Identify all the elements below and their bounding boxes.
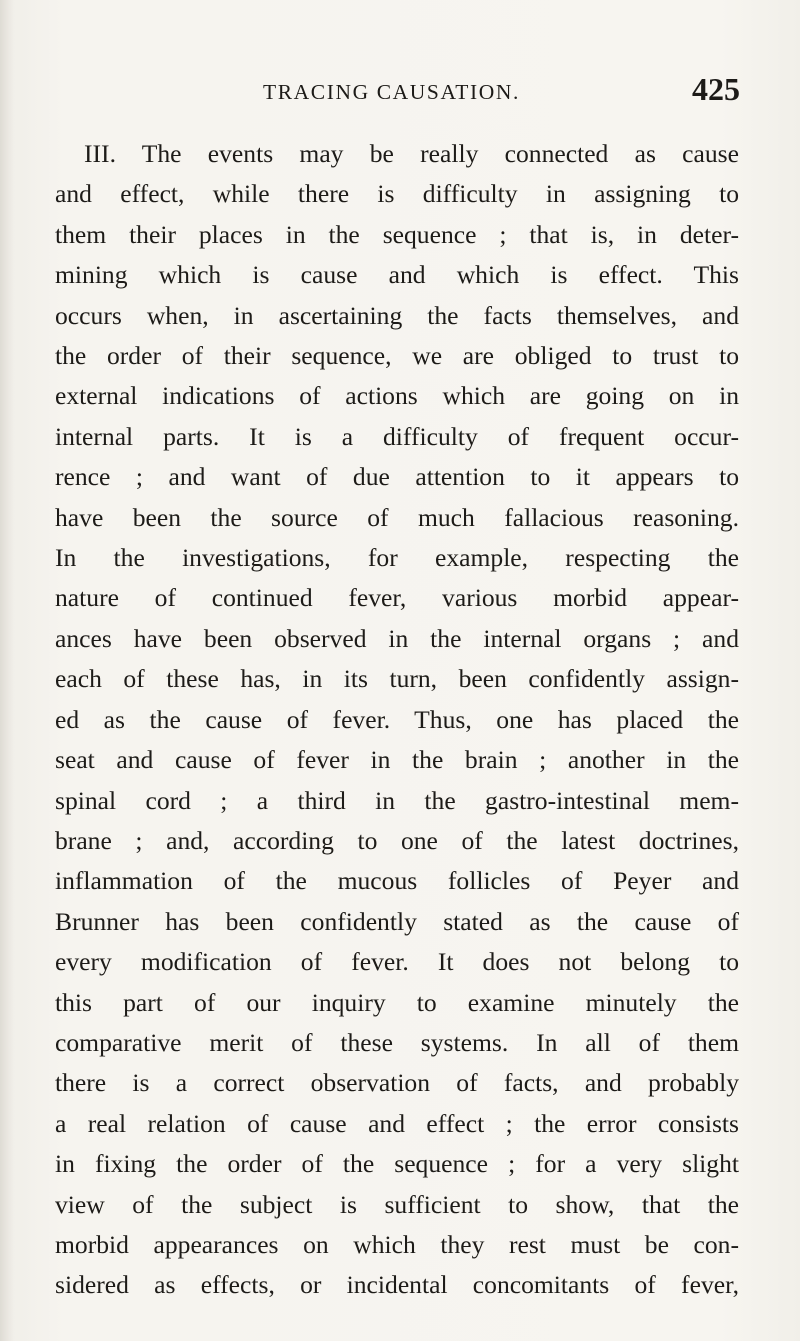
text-line: the order of their sequence, we are obliged to trust to [55, 341, 739, 371]
text-line: each of these has, in its turn, been confidently assign- [55, 664, 739, 694]
text-line: in fixing the order of the sequence ; for a very slight [55, 1149, 739, 1179]
text-line: ances have been observed in the internal organs ; and [55, 623, 739, 653]
text-line: spinal cord ; a third in the gastro-intestinal mem- [55, 785, 739, 815]
text-line: internal parts. It is a difficulty of frequent occur- [55, 421, 739, 451]
page-gutter-shadow [0, 0, 14, 1341]
text-line: external indications of actions which are going on in [55, 381, 739, 411]
body-text [55, 134, 739, 1306]
text-line: comparative merit of these systems. In all of them [55, 1027, 739, 1057]
text-line: In the investigations, for example, respecting the [55, 543, 739, 573]
text-line: a real relation of cause and effect ; the error consists [55, 1108, 739, 1138]
text-line: Brunner has been confidently stated as the cause of [55, 906, 739, 936]
text-line: have been the source of much fallacious reasoning. [55, 502, 739, 532]
running-header [0, 68, 800, 108]
text-line: every modification of fever. It does not belong to [55, 947, 739, 977]
text-line: mining which is cause and which is effect. This [55, 260, 739, 290]
text-line: view of the subject is sufficient to show, that the [55, 1189, 739, 1219]
text-line: morbid appearances on which they rest must be con- [55, 1229, 739, 1259]
text-line: III. The events may be really connected as cause [84, 139, 739, 168]
text-line: rence ; and want of due attention to it appears to [55, 462, 739, 492]
running-title: TRACING CAUSATION. [263, 80, 520, 104]
text-line: nature of continued fever, various morbid appear- [55, 583, 739, 613]
text-line: them their places in the sequence ; that is, in deter- [55, 219, 739, 249]
text-line: seat and cause of fever in the brain ; another in the [55, 745, 739, 775]
text-line: and effect, while there is difficulty in assigning to [55, 179, 739, 209]
text-line: there is a correct observation of facts, and probably [55, 1068, 739, 1098]
text-line: sidered as effects, or incidental concomitants of fever, [55, 1270, 739, 1300]
text-line: this part of our inquiry to examine minutely the [55, 987, 739, 1017]
text-line: brane ; and, according to one of the latest doctrines, [55, 825, 739, 855]
page-number: 425 [692, 71, 740, 107]
text-line: inflammation of the mucous follicles of Peyer and [55, 866, 739, 896]
text-line: ed as the cause of fever. Thus, one has placed the [55, 704, 739, 734]
text-line: occurs when, in ascertaining the facts themselves, and [55, 300, 739, 330]
